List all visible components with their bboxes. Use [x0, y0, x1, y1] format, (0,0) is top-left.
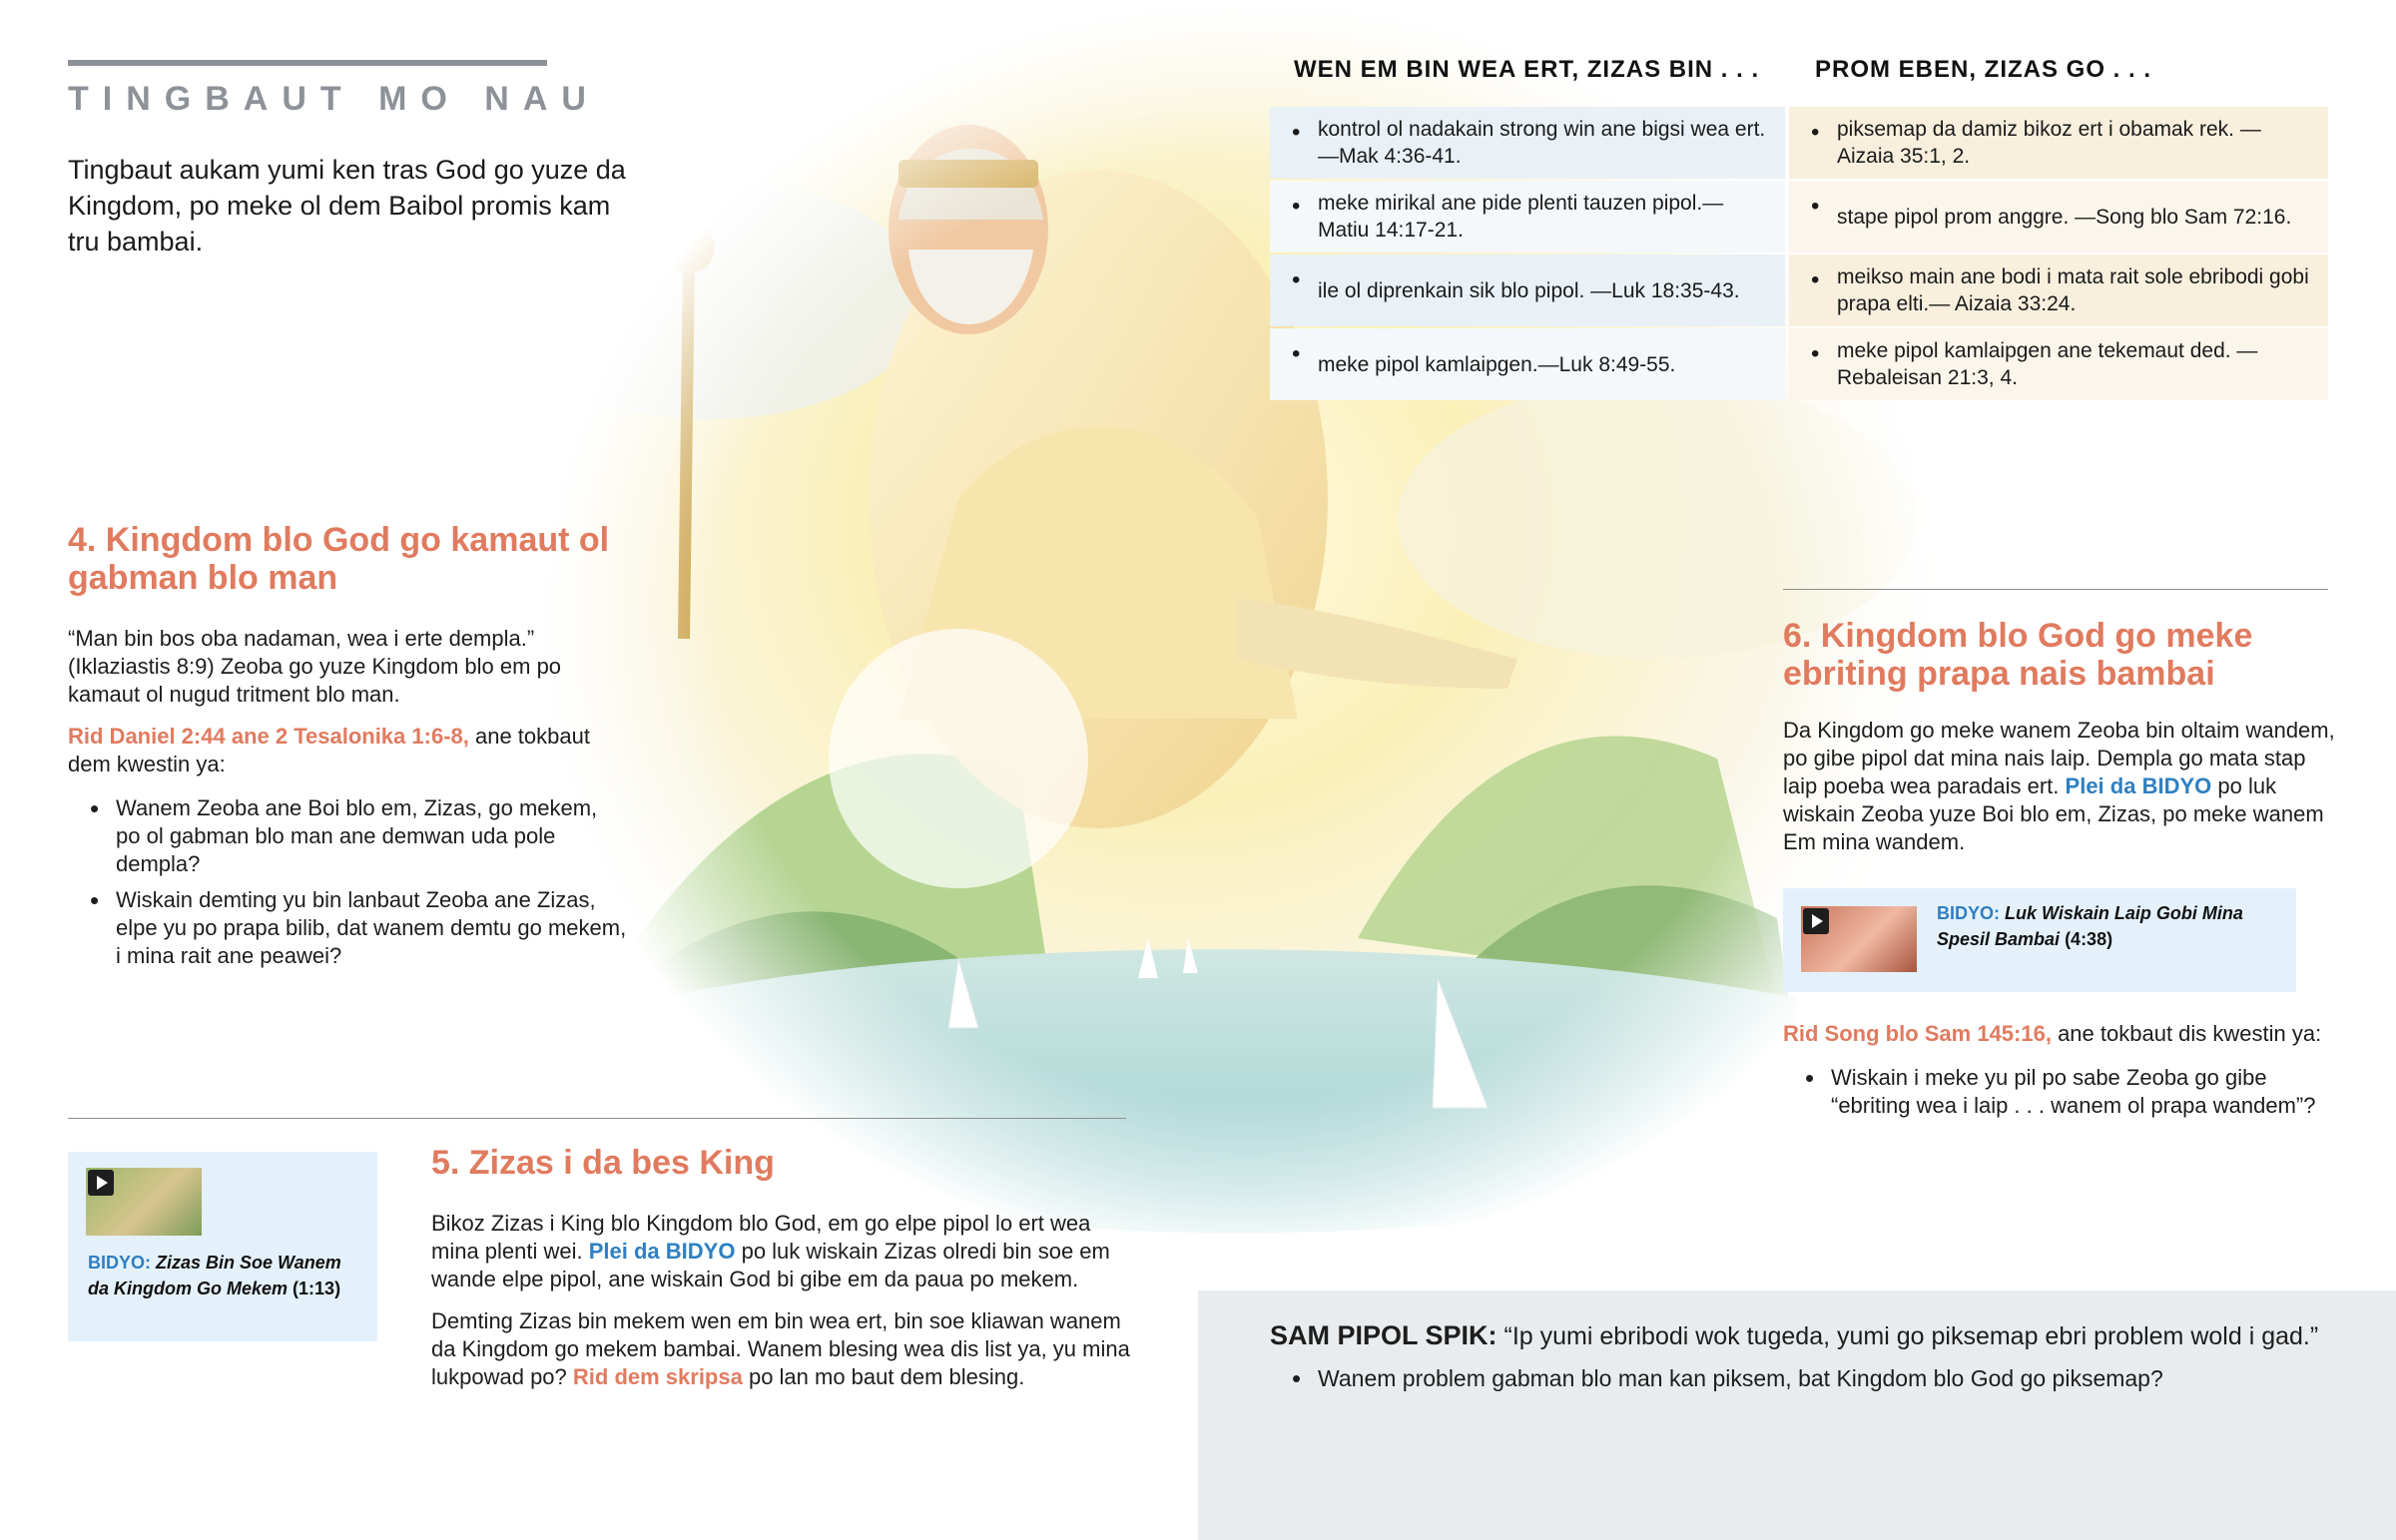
divider-section-5	[68, 1118, 1126, 1119]
table-left-row-4: • meke pipol kamlaipgen.—Luk 8:49-55.	[1270, 328, 1785, 400]
video-caption-section-5: BIDYO: Zizas Bin Soe Wanem da Kingdom Go Mekem (1:13)	[88, 1253, 341, 1298]
play-video-link[interactable]: Plei da BIDYO	[588, 1239, 736, 1264]
section-6-read-instruction: Rid Song blo Sam 145:16, ane tokbaut dis kwestin ya:	[1783, 1021, 2322, 1046]
video-box-section-6[interactable]	[1783, 888, 2296, 992]
section-4	[68, 521, 627, 970]
some-say-box	[1198, 1290, 2396, 1540]
table-right-row-1: • piksemap da damiz bikoz ert i obamak rek. —Aizaia 35:1, 2.	[1789, 107, 2328, 179]
section-6-title: 6. Kingdom blo God go meke ebriting prapa nais bambai	[1783, 617, 2253, 693]
section-4-title: 4. Kingdom blo God go kamaut ol gabman blo man	[68, 521, 610, 597]
section-6-paragraph: Da Kingdom go meke wanem Zeoba bin oltaim wandem, po gibe pipol dat mina nais laip. Dempla go mata stap laip poeba wea paradais ert. Plei da BIDYO po luk wiskain Zeoba yuze Boi blo em, Zizas, po meke wanem Em mina wandem.	[1783, 718, 2335, 854]
some-say-question: • Wanem problem gabman blo man kan piksem, bat Kingdom blo God go piksemap?	[1270, 1362, 2368, 1394]
play-icon[interactable]	[88, 1170, 114, 1196]
intro-paragraph: Tingbaut aukam yumi ken tras God go yuze da Kingdom, po meke ol dem Baibol promis kam tru bambai.	[68, 155, 626, 257]
section-kicker: TINGBAUT MO NAU	[68, 80, 600, 118]
play-video-link-6[interactable]: Plei da BIDYO	[2065, 773, 2212, 798]
some-say-quote: “Ip yumi ebribodi wok tugeda, yumi go piksemap ebri problem wold i gad.”	[1503, 1322, 2319, 1350]
section-6-bullets	[1783, 1064, 2342, 1120]
section-4-paragraph: “Man bin bos oba nadaman, wea i erte dempla.” (Iklaziastis 8:9) Zeoba go yuze Kingdom blo em po kamaut ol nugud tritment blo man.	[68, 626, 562, 707]
read-scriptures-link[interactable]: Rid dem skripsa	[572, 1364, 743, 1389]
section-6-bullet-1: • Wiskain i meke yu pil po sabe Zeoba go gibe “ebriting wea i laip . . . wanem ol prapa wandem”?	[1783, 1064, 2342, 1120]
video-caption-section-6: BIDYO: Luk Wiskain Laip Gobi Mina Spesil Bambai (4:38)	[1937, 903, 2243, 949]
video-box-section-5[interactable]	[68, 1152, 377, 1341]
scripture-link-daniel[interactable]: Rid Daniel 2:44 ane 2 Tesalonika 1:6-8,	[68, 724, 469, 749]
table-right-row-4: • meke pipol kamlaipgen ane tekemaut ded. —Rebaleisan 21:3, 4.	[1789, 328, 2328, 400]
play-icon[interactable]	[1803, 908, 1829, 934]
table-right-row-3: • meikso main ane bodi i mata rait sole ebribodi gobi prapa elti.— Aizaia 33:24.	[1789, 255, 2328, 326]
section-4-read-instruction: Rid Daniel 2:44 ane 2 Tesalonika 1:6-8, ane tokbaut dem kwestin ya:	[68, 724, 590, 776]
table-right-row-2: • stape pipol prom anggre. —Song blo Sam 72:16.	[1789, 181, 2328, 253]
header-rule	[68, 60, 547, 66]
some-say-quote-line	[1270, 1318, 2368, 1353]
divider-section-6	[1783, 589, 2328, 590]
some-say-label: SAM PIPOL SPIK:	[1270, 1320, 1498, 1350]
section-4-bullet-1: • Wanem Zeoba ane Boi blo em, Zizas, go mekem, po ol gabman blo man ane demwan uda pole dempla?	[68, 794, 627, 878]
table-right-header: PROM EBEN, ZIZAS GO . . .	[1815, 56, 2152, 83]
table-left-row-1: • kontrol ol nadakain strong win ane bigsi wea ert.—Mak 4:36-41.	[1270, 107, 1785, 179]
section-4-bullet-2: • Wiskain demting yu bin lanbaut Zeoba ane Zizas, elpe yu po prapa bilib, dat wanem demtu go mekem, i mina rait ane peawei?	[68, 886, 627, 970]
section-5-paragraph-2: Demting Zizas bin mekem wen em bin wea ert, bin soe kliawan wanem da Kingdom go mekem bambai. Wanem blesing wea dis list ya, yu mina lukpowad po? Rid dem skripsa po lan mo baut dem blesing.	[431, 1308, 1130, 1389]
table-left-row-2: • meke mirikal ane pide plenti tauzen pipol.—Matiu 14:17-21.	[1270, 181, 1785, 253]
section-5	[431, 1144, 1130, 1391]
section-5-paragraph-1: Bikoz Zizas i King blo Kingdom blo God, em go elpe pipol lo ert wea mina plenti wei. Plei da BIDYO po luk wiskain Zizas olredi bin soe em wande elpe pipol, ane wiskain God bi gibe em da paua po mekem.	[431, 1211, 1110, 1291]
scripture-link-psalm[interactable]: Rid Song blo Sam 145:16,	[1783, 1021, 2052, 1046]
table-left-header: WEN EM BIN WEA ERT, ZIZAS BIN . . .	[1294, 56, 1760, 83]
table-left-row-3: • ile ol diprenkain sik blo pipol. —Luk 18:35-43.	[1270, 255, 1785, 326]
section-6	[1783, 617, 2342, 856]
some-say-question-wrap	[1270, 1362, 2368, 1394]
section-5-title: 5. Zizas i da bes King	[431, 1144, 775, 1182]
